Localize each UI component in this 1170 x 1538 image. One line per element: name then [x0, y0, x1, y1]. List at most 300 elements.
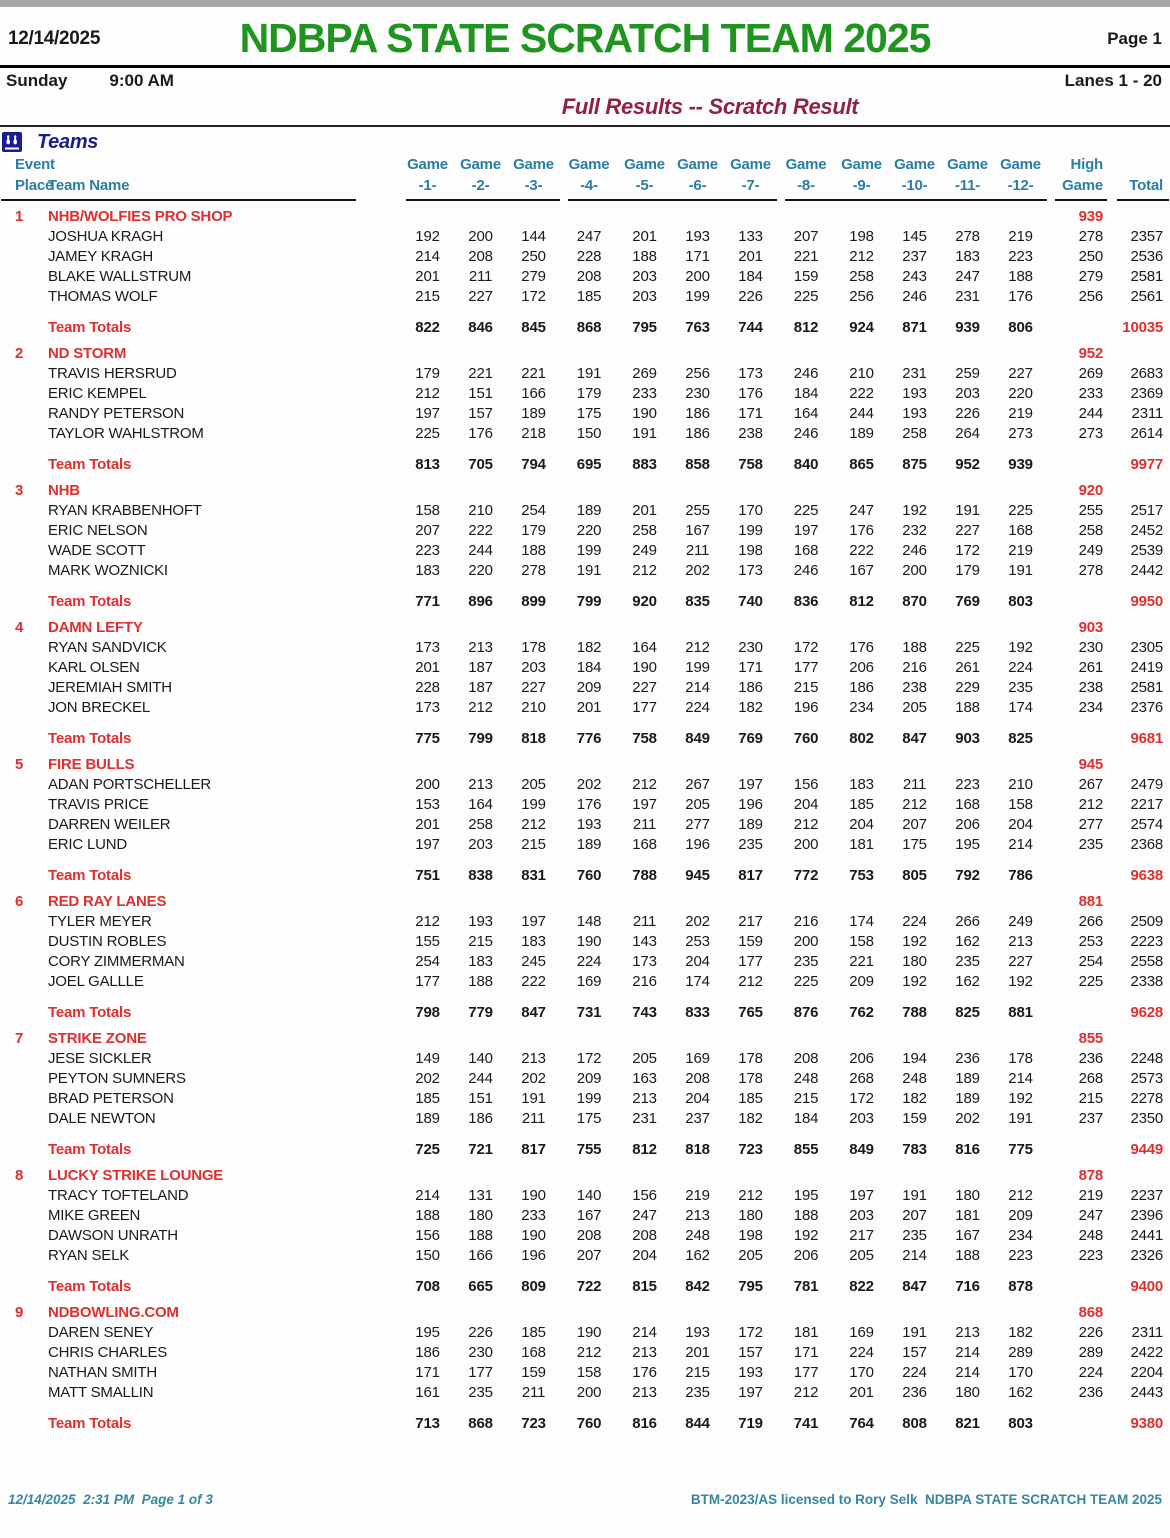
- high-game-column-label-top: High: [1070, 156, 1104, 173]
- game-score: 205: [632, 1050, 657, 1067]
- game-score: 200: [902, 562, 927, 579]
- game-score: 156: [415, 1227, 440, 1244]
- game-score: 215: [468, 933, 493, 950]
- game-score: 208: [793, 1050, 819, 1067]
- game-score: 190: [521, 1187, 546, 1204]
- team-total-score: 808: [902, 1415, 927, 1432]
- team-totals-label: Team Totals: [48, 1141, 132, 1158]
- empty-cell: [1047, 444, 1107, 475]
- game-score: 210: [521, 699, 546, 716]
- player-name: ERIC KEMPEL: [48, 385, 147, 402]
- game-score: 179: [576, 385, 602, 402]
- empty-cell: [1, 1226, 41, 1246]
- player-row: [1, 1383, 1169, 1403]
- report-header: [0, 7, 1170, 62]
- game-score: 213: [521, 1050, 546, 1067]
- game-score: 161: [415, 1384, 440, 1401]
- empty-cell: [941, 612, 994, 638]
- team-total-score: 744: [738, 319, 763, 336]
- empty-cell: [1107, 1160, 1169, 1186]
- team-name-column-label: Team Name: [48, 177, 130, 194]
- game-score: 173: [632, 953, 657, 970]
- game-score: 227: [955, 522, 980, 539]
- empty-cell: [618, 201, 671, 227]
- player-total: 2422: [1130, 1344, 1164, 1361]
- player-high-game: 278: [1078, 228, 1104, 245]
- footer-license: BTM-2023/AS licensed to Rory Selk NDBPA STATE SCRATCH TEAM 2025: [690, 1492, 1162, 1507]
- game-score: 219: [685, 1187, 710, 1204]
- game-score: 209: [576, 1070, 602, 1087]
- game-score: 227: [1008, 365, 1033, 382]
- player-total: 2368: [1130, 836, 1164, 853]
- game-score: 182: [738, 1110, 763, 1127]
- team-name: STRIKE ZONE: [48, 1030, 147, 1047]
- game-score: 224: [1008, 659, 1033, 676]
- player-row: [1, 952, 1169, 972]
- team-total-score: 818: [521, 730, 546, 747]
- game-score: 168: [955, 796, 980, 813]
- game-score: 159: [738, 933, 763, 950]
- teams-section-label: Teams: [37, 130, 99, 153]
- game-score: 235: [793, 953, 819, 970]
- team-total-score: 760: [576, 867, 602, 884]
- empty-cell: [835, 612, 888, 638]
- game-score: 200: [415, 776, 440, 793]
- player-name: TYLER MEYER: [48, 913, 152, 930]
- team-total-score: 799: [576, 593, 602, 610]
- empty-cell: [560, 1297, 618, 1323]
- team-total-score: 723: [738, 1141, 763, 1158]
- game-score: 235: [1008, 679, 1033, 696]
- game-score: 199: [685, 659, 710, 676]
- game-score: 223: [415, 542, 440, 559]
- game-score: 219: [1008, 228, 1033, 245]
- player-total: 2357: [1130, 228, 1164, 245]
- game-score: 212: [902, 796, 927, 813]
- game-number-label: -7-: [741, 177, 760, 194]
- empty-cell: [401, 749, 454, 775]
- empty-cell: [618, 1160, 671, 1186]
- game-score: 191: [902, 1187, 927, 1204]
- team-total-score: 740: [738, 593, 763, 610]
- empty-cell: [1, 1206, 41, 1226]
- game-score: 213: [1008, 933, 1033, 950]
- team-name: DAMN LEFTY: [48, 619, 143, 636]
- game-score: 170: [849, 1364, 874, 1381]
- team-total-score: 818: [685, 1141, 710, 1158]
- empty-cell: [671, 1023, 724, 1049]
- team-total-score: 881: [1008, 1004, 1033, 1021]
- player-name: RYAN SANDVICK: [48, 639, 167, 656]
- team-total-score: 802: [849, 730, 874, 747]
- team-total-score: 816: [632, 1415, 657, 1432]
- team-total-score: 665: [468, 1278, 493, 1295]
- game-score: 145: [902, 228, 927, 245]
- player-name: ERIC NELSON: [48, 522, 148, 539]
- team-totals-row: [1, 718, 1169, 749]
- game-score: 237: [685, 1110, 710, 1127]
- team-total-score: 939: [1008, 456, 1033, 473]
- game-score: 201: [415, 659, 440, 676]
- game-score: 171: [685, 248, 710, 265]
- game-score: 266: [955, 913, 980, 930]
- game-score: 278: [955, 228, 980, 245]
- game-score: 235: [685, 1384, 710, 1401]
- empty-cell: [1, 698, 41, 718]
- game-column-label: Game: [624, 156, 665, 173]
- player-high-game: 258: [1078, 522, 1104, 539]
- empty-cell: [1, 855, 41, 886]
- game-score: 220: [576, 522, 602, 539]
- player-total: 2441: [1130, 1227, 1164, 1244]
- lanes-label: Lanes 1 - 20: [1064, 71, 1162, 90]
- game-score: 214: [415, 248, 440, 265]
- empty-cell: [994, 749, 1047, 775]
- player-total: 2442: [1130, 562, 1164, 579]
- game-score: 197: [738, 1384, 763, 1401]
- team-total-score: 868: [576, 319, 602, 336]
- game-number-label: -10-: [901, 177, 928, 194]
- team-total-score: 758: [738, 456, 763, 473]
- empty-cell: [777, 1160, 835, 1186]
- game-score: 249: [1008, 913, 1033, 930]
- high-game-column-label-bottom: Game: [1062, 177, 1104, 194]
- empty-cell: [1, 1089, 41, 1109]
- game-score: 205: [685, 796, 710, 813]
- game-score: 186: [849, 679, 874, 696]
- game-score: 211: [521, 1384, 546, 1401]
- empty-cell: [1, 678, 41, 698]
- game-score: 211: [632, 913, 657, 930]
- game-score: 167: [685, 522, 710, 539]
- empty-cell: [835, 201, 888, 227]
- game-score: 167: [849, 562, 874, 579]
- game-score: 167: [955, 1227, 980, 1244]
- team-grand-total: 9380: [1130, 1415, 1164, 1432]
- team-grand-total: 10035: [1122, 319, 1164, 336]
- team-place: 9: [15, 1304, 24, 1321]
- game-score: 177: [632, 699, 657, 716]
- game-score: 224: [849, 1344, 874, 1361]
- team-totals-row: [1, 992, 1169, 1023]
- player-total: 2683: [1130, 365, 1164, 382]
- game-score: 189: [521, 405, 546, 422]
- game-score: 222: [468, 522, 493, 539]
- game-column-label: Game: [841, 156, 882, 173]
- team-header-row: [1, 612, 1169, 638]
- game-score: 212: [576, 1344, 602, 1361]
- game-score: 212: [793, 816, 819, 833]
- player-row: [1, 1186, 1169, 1206]
- player-row: [1, 561, 1169, 581]
- game-score: 156: [632, 1187, 657, 1204]
- game-score: 184: [793, 1110, 819, 1127]
- game-score: 171: [415, 1364, 440, 1381]
- empty-cell: [835, 749, 888, 775]
- game-score: 178: [738, 1070, 763, 1087]
- top-gray-bar: [0, 0, 1170, 7]
- empty-cell: [941, 338, 994, 364]
- game-score: 213: [955, 1324, 980, 1341]
- team-total-score: 792: [955, 867, 980, 884]
- game-score: 176: [849, 639, 874, 656]
- game-score: 190: [632, 405, 657, 422]
- player-total: 2350: [1130, 1110, 1164, 1127]
- empty-cell: [507, 1160, 560, 1186]
- game-score: 191: [955, 502, 980, 519]
- game-score: 180: [468, 1207, 493, 1224]
- game-score: 234: [849, 699, 874, 716]
- game-score: 177: [738, 953, 763, 970]
- game-score: 208: [632, 1227, 657, 1244]
- player-row: [1, 404, 1169, 424]
- game-score: 164: [468, 796, 493, 813]
- game-score: 209: [849, 973, 874, 990]
- player-total: 2278: [1130, 1090, 1164, 1107]
- game-score: 235: [738, 836, 763, 853]
- player-high-game: 266: [1078, 913, 1104, 930]
- game-score: 206: [955, 816, 980, 833]
- team-total-score: 760: [576, 1415, 602, 1432]
- game-score: 201: [849, 1384, 874, 1401]
- empty-cell: [1, 247, 41, 267]
- game-score: 205: [902, 699, 927, 716]
- game-score: 194: [902, 1050, 927, 1067]
- empty-cell: [724, 1160, 777, 1186]
- game-score: 149: [415, 1050, 440, 1067]
- game-score: 230: [468, 1344, 493, 1361]
- game-score: 253: [685, 933, 710, 950]
- empty-cell: [401, 886, 454, 912]
- team-total-score: 771: [415, 593, 440, 610]
- team-total-score: 836: [793, 593, 819, 610]
- empty-cell: [401, 1297, 454, 1323]
- empty-cell: [618, 612, 671, 638]
- team-totals-label: Team Totals: [48, 867, 132, 884]
- player-total: 2248: [1130, 1050, 1164, 1067]
- game-score: 247: [632, 1207, 657, 1224]
- player-total: 2558: [1130, 953, 1164, 970]
- game-score: 170: [738, 502, 763, 519]
- game-score: 185: [738, 1090, 763, 1107]
- empty-cell: [888, 886, 941, 912]
- game-score: 188: [902, 639, 927, 656]
- team-total-score: 779: [468, 1004, 493, 1021]
- player-row: [1, 1206, 1169, 1226]
- player-name: BLAKE WALLSTRUM: [48, 268, 192, 285]
- player-total: 2237: [1130, 1187, 1164, 1204]
- game-score: 158: [1008, 796, 1033, 813]
- game-score: 235: [955, 953, 980, 970]
- game-score: 196: [521, 1247, 546, 1264]
- empty-cell: [1, 501, 41, 521]
- player-total: 2204: [1130, 1364, 1164, 1381]
- empty-cell: [454, 201, 507, 227]
- empty-cell: [1, 658, 41, 678]
- game-score: 179: [415, 365, 440, 382]
- team-total-score: 775: [1008, 1141, 1033, 1158]
- game-score: 188: [955, 1247, 980, 1264]
- player-high-game: 238: [1078, 679, 1104, 696]
- game-score: 225: [793, 973, 819, 990]
- team-total-score: 821: [955, 1415, 980, 1432]
- empty-cell: [888, 475, 941, 501]
- player-high-game: 225: [1078, 973, 1104, 990]
- game-score: 192: [902, 502, 927, 519]
- team-place: 6: [15, 893, 24, 910]
- empty-cell: [1, 267, 41, 287]
- player-high-game: 249: [1078, 542, 1104, 559]
- empty-cell: [1, 1129, 41, 1160]
- team-totals-label: Team Totals: [48, 1278, 132, 1295]
- game-score: 202: [685, 913, 710, 930]
- team-total-score: 799: [468, 730, 493, 747]
- game-score: 217: [849, 1227, 874, 1244]
- empty-cell: [994, 1297, 1047, 1323]
- empty-cell: [724, 749, 777, 775]
- team-total-score: 847: [902, 730, 927, 747]
- empty-cell: [724, 475, 777, 501]
- player-name: MIKE GREEN: [48, 1207, 141, 1224]
- game-score: 211: [685, 542, 710, 559]
- team-total-score: 822: [849, 1278, 874, 1295]
- game-score: 227: [468, 288, 493, 305]
- empty-cell: [671, 1160, 724, 1186]
- game-score: 155: [415, 933, 440, 950]
- game-score: 248: [793, 1070, 819, 1087]
- team-total-score: 786: [1008, 867, 1033, 884]
- game-score: 184: [738, 268, 763, 285]
- game-score: 178: [521, 639, 546, 656]
- team-total-score: 855: [793, 1141, 819, 1158]
- game-score: 203: [849, 1110, 874, 1127]
- game-score: 191: [1008, 1110, 1033, 1127]
- game-score: 214: [1008, 836, 1033, 853]
- team-total-score: 939: [955, 319, 980, 336]
- game-score: 230: [685, 385, 710, 402]
- game-score: 247: [576, 228, 602, 245]
- game-score: 227: [632, 679, 657, 696]
- game-score: 213: [468, 776, 493, 793]
- player-high-game: 248: [1078, 1227, 1104, 1244]
- game-score: 214: [1008, 1070, 1033, 1087]
- game-score: 176: [738, 385, 763, 402]
- game-score: 227: [521, 679, 546, 696]
- session-daytime: [6, 71, 174, 91]
- event-column-label: Event: [15, 156, 55, 173]
- team-high-game: 945: [1078, 756, 1104, 773]
- game-score: 205: [849, 1247, 874, 1264]
- game-score: 195: [793, 1187, 819, 1204]
- game-number-label: -4-: [580, 177, 598, 194]
- team-grand-total: 9950: [1130, 593, 1164, 610]
- team-high-game: 903: [1078, 619, 1104, 636]
- game-score: 202: [685, 562, 710, 579]
- team-totals-row: [1, 444, 1169, 475]
- team-total-score: 846: [468, 319, 493, 336]
- team-total-score: 825: [955, 1004, 980, 1021]
- team-total-score: 783: [902, 1141, 927, 1158]
- game-score: 204: [632, 1247, 657, 1264]
- game-score: 259: [955, 365, 980, 382]
- game-score: 199: [685, 288, 710, 305]
- game-score: 198: [738, 542, 763, 559]
- game-score: 210: [468, 502, 493, 519]
- game-score: 247: [849, 502, 874, 519]
- game-score: 177: [793, 659, 819, 676]
- team-header-row: [1, 1023, 1169, 1049]
- game-score: 172: [738, 1324, 763, 1341]
- game-score: 140: [576, 1187, 602, 1204]
- empty-header-cell: [1107, 154, 1169, 175]
- team-place: 4: [15, 619, 24, 636]
- game-score: 144: [521, 228, 546, 245]
- game-score: 225: [955, 639, 980, 656]
- player-name: MATT SMALLIN: [48, 1384, 154, 1401]
- empty-cell: [560, 475, 618, 501]
- player-row: [1, 1089, 1169, 1109]
- player-name: TRACY TOFTELAND: [48, 1187, 189, 1204]
- team-total-score: 719: [738, 1415, 763, 1432]
- empty-cell: [618, 475, 671, 501]
- game-score: 205: [738, 1247, 763, 1264]
- team-total-score: 741: [793, 1415, 819, 1432]
- empty-cell: [560, 886, 618, 912]
- game-score: 222: [849, 385, 874, 402]
- player-high-game: 269: [1078, 365, 1104, 382]
- game-score: 202: [576, 776, 602, 793]
- session-day: Sunday: [6, 71, 68, 90]
- empty-cell: [401, 1160, 454, 1186]
- game-score: 188: [468, 1227, 493, 1244]
- game-score: 248: [902, 1070, 927, 1087]
- game-score: 222: [521, 973, 546, 990]
- player-row: [1, 424, 1169, 444]
- empty-cell: [888, 1023, 941, 1049]
- team-total-score: 798: [415, 1004, 440, 1021]
- player-name: TAYLOR WAHLSTROM: [48, 425, 204, 442]
- game-score: 172: [793, 639, 819, 656]
- game-score: 261: [955, 659, 980, 676]
- team-totals-row: [1, 1266, 1169, 1297]
- player-row: [1, 658, 1169, 678]
- empty-cell: [507, 201, 560, 227]
- empty-cell: [1, 1266, 41, 1297]
- player-total: 2614: [1130, 425, 1164, 442]
- empty-cell: [1107, 886, 1169, 912]
- player-total: 2517: [1130, 502, 1164, 519]
- game-score: 248: [685, 1227, 710, 1244]
- team-total-score: 713: [415, 1415, 440, 1432]
- player-total: 2305: [1130, 639, 1164, 656]
- empty-cell: [401, 201, 454, 227]
- game-score: 186: [468, 1110, 493, 1127]
- game-score: 211: [902, 776, 927, 793]
- empty-cell: [1047, 992, 1107, 1023]
- player-total: 2223: [1130, 933, 1164, 950]
- empty-cell: [835, 886, 888, 912]
- team-total-score: 758: [632, 730, 657, 747]
- game-score: 191: [576, 365, 602, 382]
- empty-cell: [454, 886, 507, 912]
- game-score: 210: [1008, 776, 1033, 793]
- player-high-game: 237: [1078, 1110, 1104, 1127]
- game-score: 207: [793, 228, 819, 245]
- player-high-game: 212: [1078, 796, 1104, 813]
- empty-cell: [994, 1160, 1047, 1186]
- game-score: 212: [521, 816, 546, 833]
- game-score: 157: [468, 405, 493, 422]
